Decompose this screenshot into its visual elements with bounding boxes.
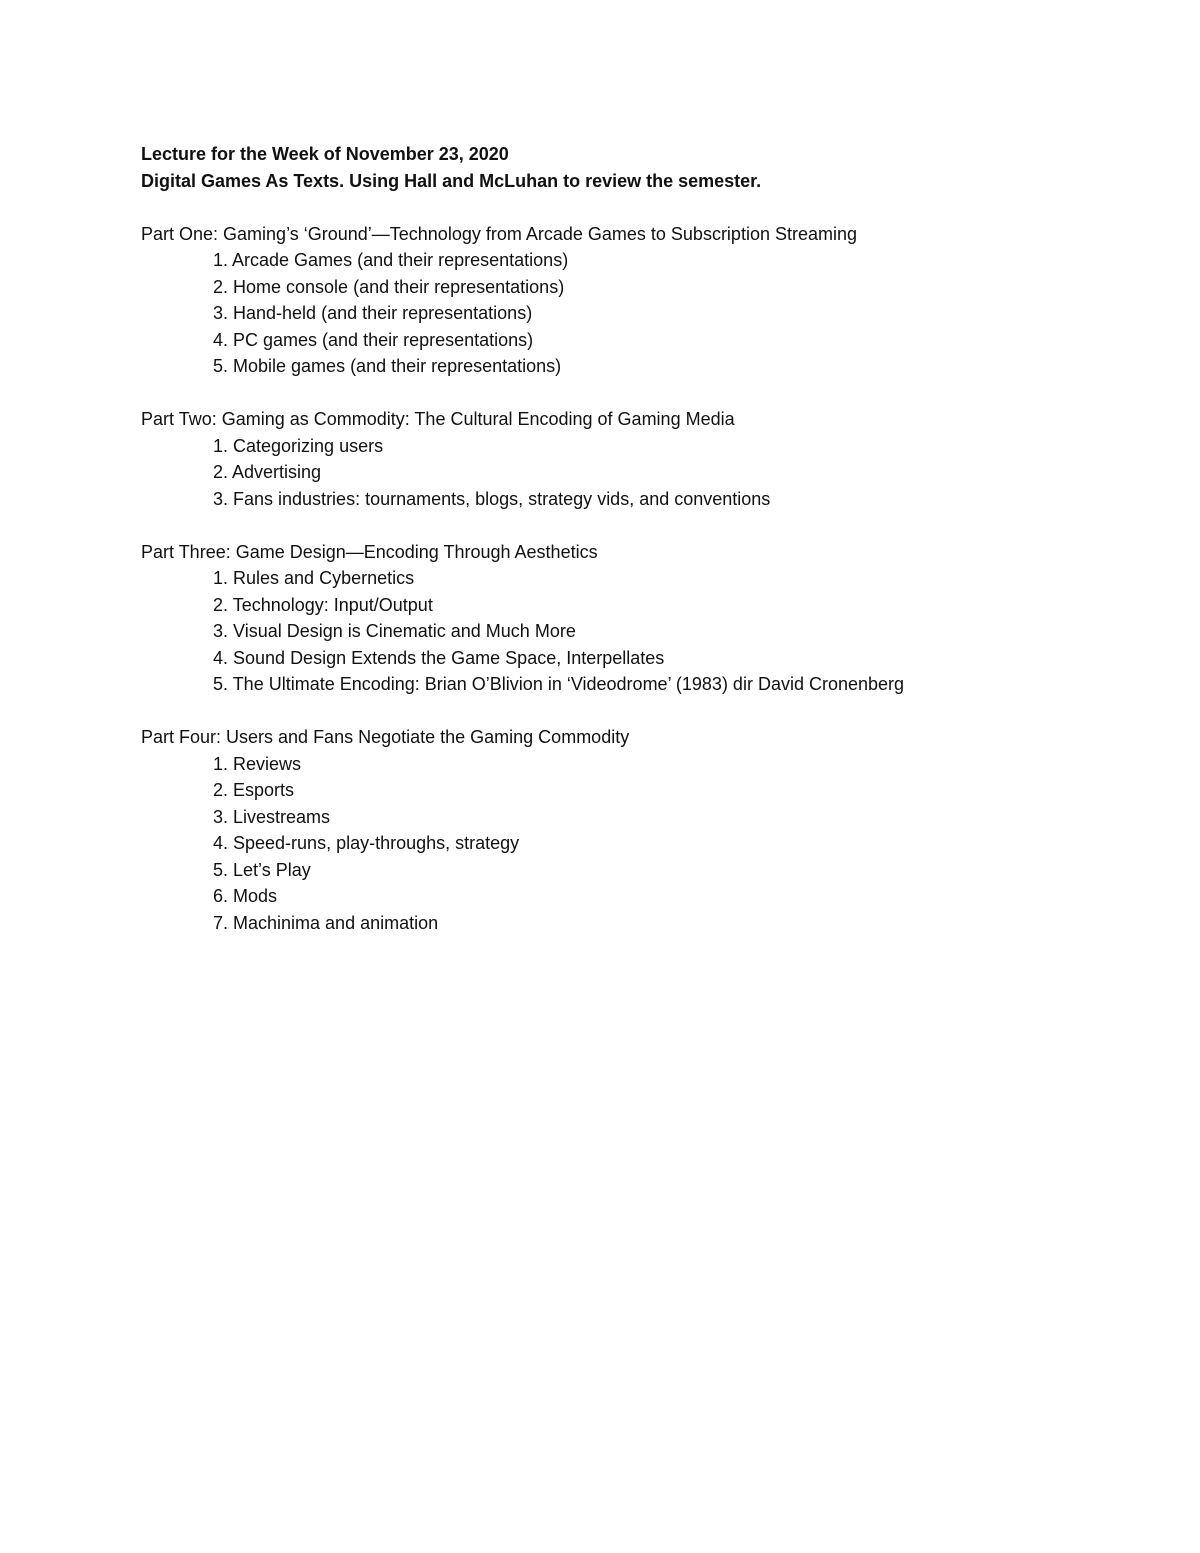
section-part-four <box>141 724 1141 936</box>
list-item: 1. Reviews <box>213 753 302 774</box>
list-item: 7. Machinima and animation <box>213 912 439 933</box>
section-heading: Part One: Gaming’s ‘Ground’—Technology from Arcade Games to Subscription Streaming <box>141 223 858 244</box>
list-item: 5. Let’s Play <box>213 859 311 880</box>
section-heading: Part Three: Game Design—Encoding Through Aesthetics <box>141 541 598 562</box>
list-item: 1. Rules and Cybernetics <box>213 568 415 588</box>
list-item: 3. Visual Design is Cinematic and Much More <box>213 621 576 641</box>
document-body <box>141 141 1141 936</box>
list-item: 2. Technology: Input/Output <box>213 594 433 615</box>
list-item: 5. Mobile games (and their representations) <box>213 356 562 376</box>
list-item: 2. Esports <box>213 780 295 800</box>
section-heading: Part Two: Gaming as Commodity: The Cultural Encoding of Gaming Media <box>141 409 735 429</box>
list-item: 4. Speed-runs, play-throughs, strategy <box>213 833 520 853</box>
section-list <box>141 433 1141 513</box>
list-item: 1. Arcade Games (and their representations) <box>213 250 569 270</box>
list-item: 2. Advertising <box>213 462 322 482</box>
list-item: 3. Hand-held (and their representations) <box>213 303 533 323</box>
list-item: 4. PC games (and their representations) <box>213 329 534 350</box>
list-item: 3. Livestreams <box>213 806 331 827</box>
list-item: 4. Sound Design Extends the Game Space, Interpellates <box>213 647 665 668</box>
section-part-three <box>141 539 1141 698</box>
section-heading: Part Four: Users and Fans Negotiate the Gaming Commodity <box>141 727 630 747</box>
list-item: 1. Categorizing users <box>213 435 384 456</box>
document-subtitle: Digital Games As Texts. Using Hall and McLuhan to review the semester. <box>141 170 762 191</box>
section-list <box>141 247 1141 380</box>
list-item: 5. The Ultimate Encoding: Brian O’Blivion in ‘Videodrome’ (1983) dir David Cronenberg <box>213 674 905 694</box>
section-part-one <box>141 221 1141 380</box>
list-item: 2. Home console (and their representations) <box>213 276 565 297</box>
document-title: Lecture for the Week of November 23, 2020 <box>141 144 509 164</box>
list-item: 6. Mods <box>213 886 278 906</box>
section-list <box>141 751 1141 937</box>
list-item: 3. Fans industries: tournaments, blogs, strategy vids, and conventions <box>213 488 771 509</box>
section-list <box>141 565 1141 698</box>
section-part-two <box>141 406 1141 512</box>
